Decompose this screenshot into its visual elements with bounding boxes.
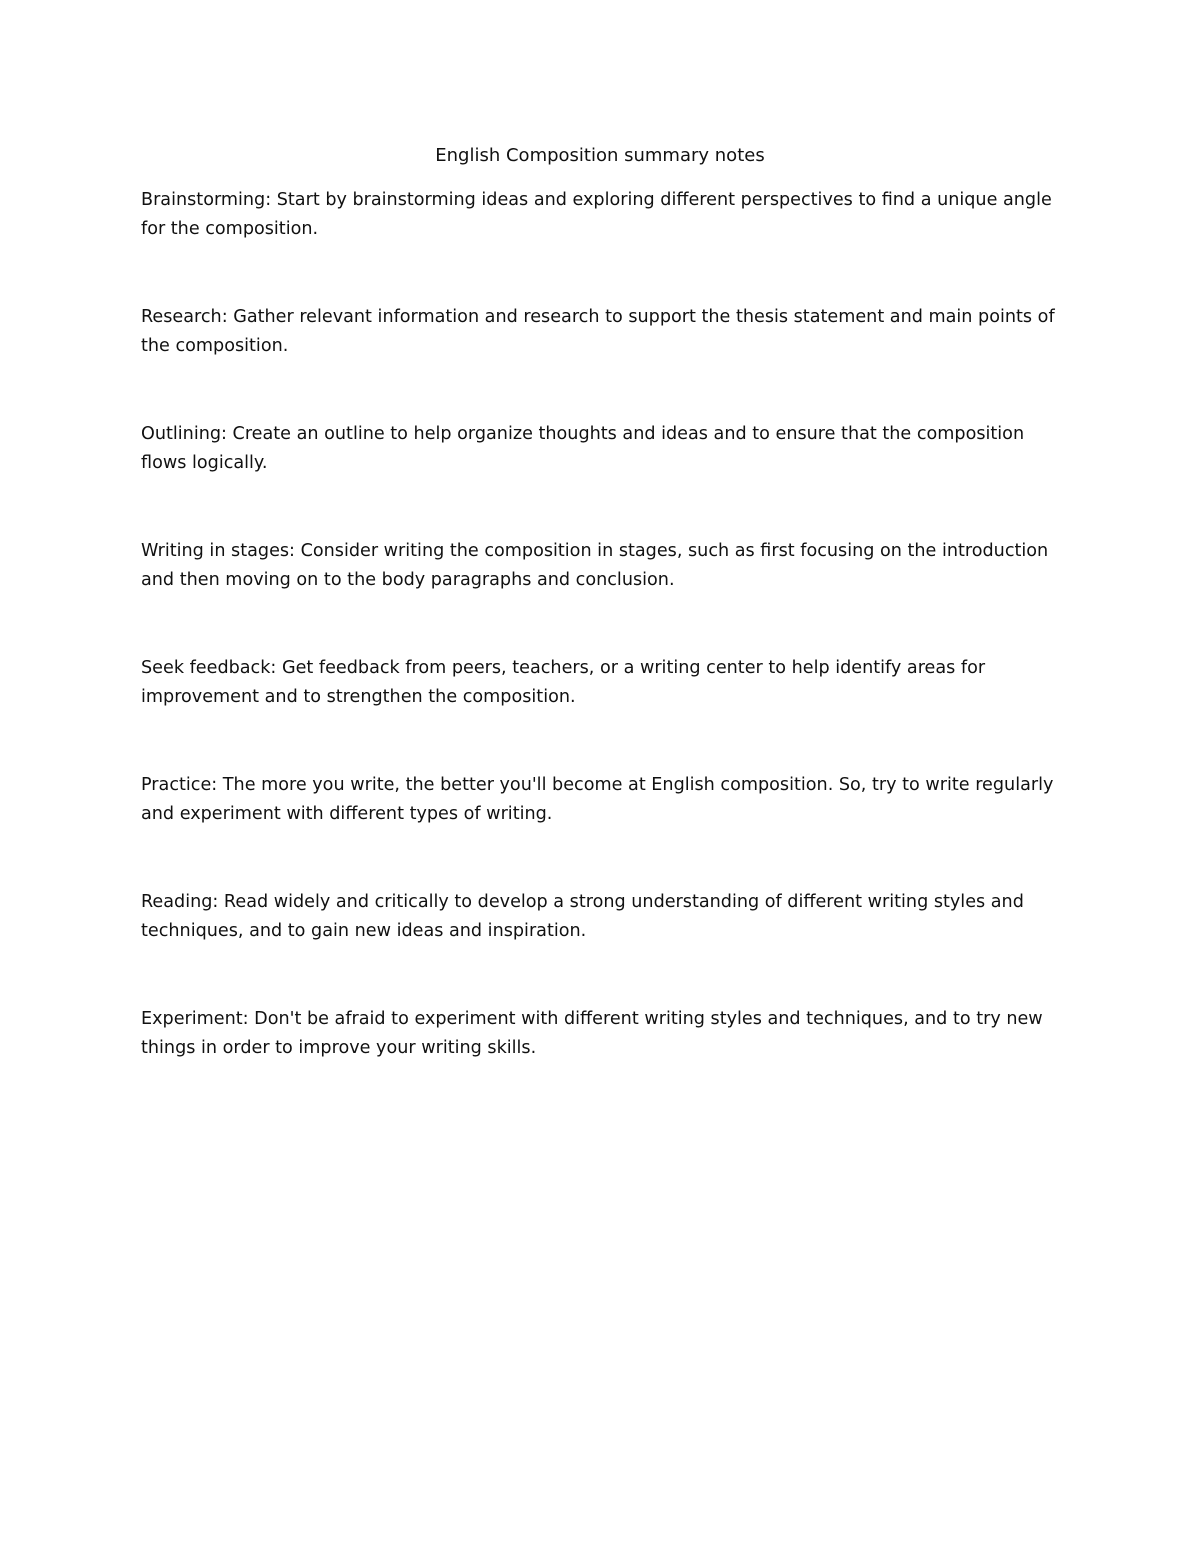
note-practice: Practice: The more you write, the better you'll become at English composition. So, try to write regularly and experiment with different types of writing. (141, 775, 1054, 824)
note-outlining: Outlining: Create an outline to help organize thoughts and ideas and to ensure that the composition flows logically. (141, 424, 1025, 473)
document-title: English Composition summary notes (435, 145, 765, 166)
note-seek-feedback: Seek feedback: Get feedback from peers, teachers, or a writing center to help identify areas for improvement and to strengthen the composition. (141, 658, 986, 707)
note-research: Research: Gather relevant information and research to support the thesis statement and main points of the composition. (141, 307, 1055, 356)
note-reading: Reading: Read widely and critically to develop a strong understanding of different writing styles and techniques, and to gain new ideas and inspiration. (141, 892, 1024, 941)
note-brainstorming: Brainstorming: Start by brainstorming ideas and exploring different perspectives to find a unique angle for the composition. (141, 190, 1052, 239)
note-experiment: Experiment: Don't be afraid to experiment with different writing styles and techniques, and to try new things in order to improve your writing skills. (141, 1009, 1043, 1058)
notes-list (141, 186, 1071, 1122)
note-writing-in-stages: Writing in stages: Consider writing the composition in stages, such as first focusing on the introduction and then moving on to the body paragraphs and conclusion. (141, 541, 1049, 590)
